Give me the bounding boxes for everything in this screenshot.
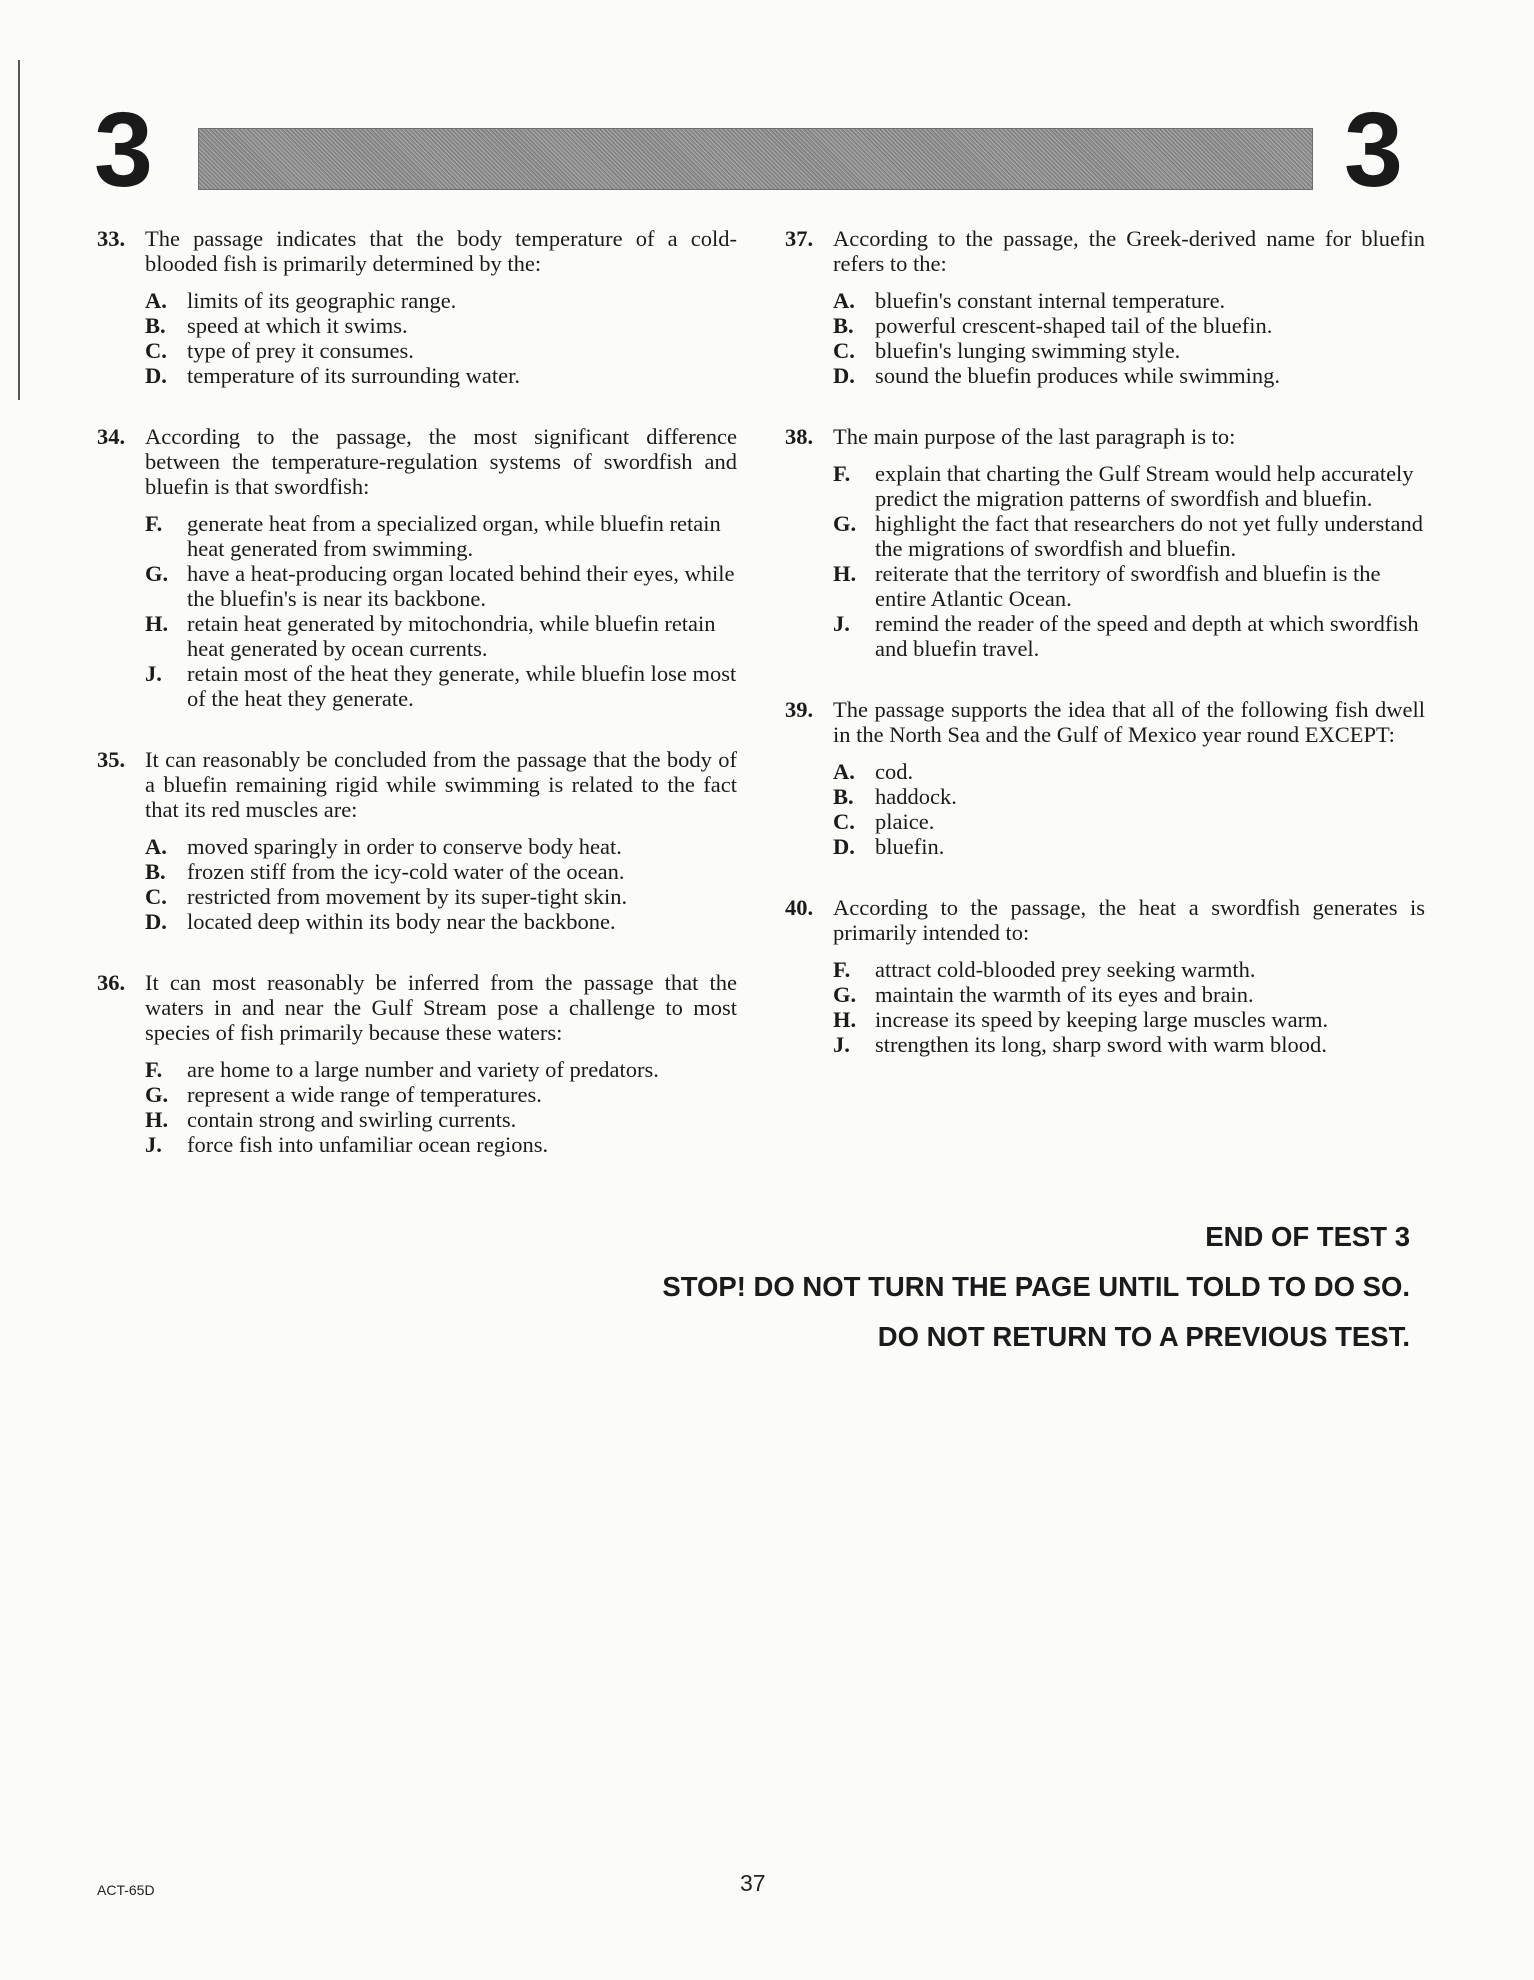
option-text: contain strong and swirling currents. — [187, 1107, 517, 1132]
question-40 — [785, 895, 1425, 1057]
option-letter: F. — [145, 1057, 163, 1082]
answer-option-j[interactable] — [145, 661, 737, 711]
option-text: generate heat from a specialized organ, while bluefin retain heat generated from swimming. — [187, 511, 721, 561]
answer-option-g[interactable] — [145, 561, 737, 611]
answer-option-h[interactable] — [833, 1007, 1425, 1032]
option-text: attract cold-blooded prey seeking warmth. — [875, 957, 1256, 982]
answer-option-h[interactable] — [145, 611, 737, 661]
answer-options — [833, 759, 1425, 859]
option-text: retain most of the heat they generate, while bluefin lose most of the heat they generate. — [187, 661, 737, 711]
answer-option-j[interactable] — [833, 611, 1425, 661]
question-number: 40. — [785, 895, 814, 920]
option-text: bluefin. — [875, 834, 945, 859]
section-number-left: 3 — [94, 91, 153, 209]
option-text: speed at which it swims. — [187, 313, 408, 338]
no-return-instruction: DO NOT RETURN TO A PREVIOUS TEST. — [877, 1321, 1410, 1352]
option-letter: J. — [833, 611, 850, 636]
answer-option-b[interactable] — [833, 313, 1425, 338]
answer-option-f[interactable] — [145, 511, 737, 561]
option-letter: A. — [833, 288, 855, 313]
answer-option-j[interactable] — [833, 1032, 1425, 1057]
option-letter: A. — [145, 288, 167, 313]
option-text: explain that charting the Gulf Stream would help accurately predict the migration patterns of swordfish and bluefin. — [875, 461, 1414, 511]
answer-option-j[interactable] — [145, 1132, 737, 1157]
option-text: located deep within its body near the backbone. — [187, 909, 616, 934]
option-text: bluefin's lunging swimming style. — [875, 338, 1181, 363]
option-letter: J. — [833, 1032, 850, 1057]
question-stem: It can most reasonably be inferred from the passage that the waters in and near the Gulf Stream pose a challenge to most species of fish primarily because these waters: — [145, 970, 737, 1045]
option-letter: H. — [833, 561, 857, 586]
answer-option-a[interactable] — [833, 288, 1425, 313]
question-stem: The main purpose of the last paragraph is to: — [833, 424, 1236, 449]
answer-option-f[interactable] — [833, 957, 1425, 982]
answer-option-d[interactable] — [833, 363, 1425, 388]
section-number-right: 3 — [1344, 91, 1403, 209]
option-text: plaice. — [875, 809, 935, 834]
binder-margin-line — [18, 60, 20, 400]
question-39 — [785, 697, 1425, 859]
option-text: retain heat generated by mitochondria, while bluefin retain heat generated by ocean currents. — [187, 611, 716, 661]
option-text: strengthen its long, sharp sword with warm blood. — [875, 1032, 1327, 1057]
option-text: represent a wide range of temperatures. — [187, 1082, 542, 1107]
question-stem: According to the passage, the heat a swordfish generates is primarily intended to: — [833, 895, 1425, 945]
answer-option-h[interactable] — [145, 1107, 737, 1132]
question-38 — [785, 424, 1425, 661]
option-letter: D. — [833, 363, 855, 388]
option-letter: F. — [833, 957, 851, 982]
option-letter: B. — [833, 313, 854, 338]
option-letter: H. — [833, 1007, 857, 1032]
option-letter: J. — [145, 1132, 162, 1157]
answer-option-d[interactable] — [833, 834, 1425, 859]
answer-option-b[interactable] — [833, 784, 1425, 809]
answer-option-f[interactable] — [833, 461, 1425, 511]
question-stem: It can reasonably be concluded from the passage that the body of a bluefin remaining rigid while swimming is related to the fact that its red muscles are: — [145, 747, 737, 822]
option-text: highlight the fact that researchers do not yet fully understand the migrations of swordfish and bluefin. — [875, 511, 1423, 561]
question-35 — [97, 747, 737, 934]
option-text: moved sparingly in order to conserve body heat. — [187, 834, 622, 859]
answer-option-b[interactable] — [145, 859, 737, 884]
option-text: cod. — [875, 759, 914, 784]
option-letter: G. — [145, 1082, 169, 1107]
option-letter: B. — [833, 784, 854, 809]
option-text: limits of its geographic range. — [187, 288, 457, 313]
option-letter: D. — [145, 363, 167, 388]
question-37 — [785, 226, 1425, 388]
end-of-test-notice — [662, 1212, 1410, 1362]
question-36 — [97, 970, 737, 1157]
stop-instruction: STOP! DO NOT TURN THE PAGE UNTIL TOLD TO DO SO. — [662, 1271, 1410, 1302]
option-text: reiterate that the territory of swordfish and bluefin is the entire Atlantic Ocean. — [875, 561, 1381, 611]
answer-option-b[interactable] — [145, 313, 737, 338]
question-number: 36. — [97, 970, 126, 995]
right-question-column — [785, 226, 1425, 1093]
end-of-test-heading: END OF TEST 3 — [1205, 1221, 1410, 1252]
question-number: 39. — [785, 697, 814, 722]
option-letter: C. — [145, 338, 167, 363]
option-text: bluefin's constant internal temperature. — [875, 288, 1226, 313]
option-text: haddock. — [875, 784, 957, 809]
option-text: powerful crescent-shaped tail of the bluefin. — [875, 313, 1273, 338]
answer-options — [833, 288, 1425, 388]
option-letter: G. — [145, 561, 169, 586]
form-code: ACT-65D — [97, 1882, 155, 1898]
option-letter: B. — [145, 859, 166, 884]
option-letter: C. — [833, 809, 855, 834]
answer-options — [833, 461, 1425, 661]
answer-option-d[interactable] — [145, 363, 737, 388]
answer-option-c[interactable] — [145, 338, 737, 363]
answer-option-f[interactable] — [145, 1057, 737, 1082]
question-number: 38. — [785, 424, 814, 449]
answer-options — [145, 511, 737, 711]
answer-options — [833, 957, 1425, 1057]
answer-option-a[interactable] — [145, 834, 737, 859]
answer-option-g[interactable] — [833, 511, 1425, 561]
option-text: restricted from movement by its super-tight skin. — [187, 884, 628, 909]
answer-option-c[interactable] — [833, 809, 1425, 834]
option-letter: H. — [145, 611, 169, 636]
option-letter: F. — [145, 511, 163, 536]
option-letter: C. — [145, 884, 167, 909]
question-stem: According to the passage, the Greek-derived name for bluefin refers to the: — [833, 226, 1425, 276]
option-letter: F. — [833, 461, 851, 486]
question-number: 33. — [97, 226, 126, 251]
option-text: remind the reader of the speed and depth at which swordfish and bluefin travel. — [875, 611, 1419, 661]
option-letter: B. — [145, 313, 166, 338]
answer-option-h[interactable] — [833, 561, 1425, 611]
option-letter: C. — [833, 338, 855, 363]
option-text: maintain the warmth of its eyes and brain. — [875, 982, 1254, 1007]
option-letter: D. — [145, 909, 167, 934]
question-number: 35. — [97, 747, 126, 772]
section-header-bar — [198, 128, 1313, 190]
option-text: sound the bluefin produces while swimming. — [875, 363, 1280, 388]
option-letter: J. — [145, 661, 162, 686]
option-letter: A. — [833, 759, 855, 784]
answer-option-a[interactable] — [833, 759, 1425, 784]
option-letter: H. — [145, 1107, 169, 1132]
answer-options — [145, 1057, 737, 1157]
question-stem: According to the passage, the most significant difference between the temperature-regulation systems of swordfish and bluefin is that swordfish: — [145, 424, 737, 499]
answer-option-a[interactable] — [145, 288, 737, 313]
question-stem: The passage supports the idea that all of the following fish dwell in the North Sea and the Gulf of Mexico year round EXCEPT: — [833, 697, 1425, 747]
left-question-column — [97, 226, 737, 1193]
option-letter: G. — [833, 982, 857, 1007]
question-34 — [97, 424, 737, 711]
option-text: have a heat-producing organ located behind their eyes, while the bluefin's is near its backbone. — [187, 561, 735, 611]
answer-options — [145, 834, 737, 934]
page-number: 37 — [740, 1870, 766, 1896]
option-letter: D. — [833, 834, 855, 859]
question-33 — [97, 226, 737, 388]
answer-option-d[interactable] — [145, 909, 737, 934]
option-letter: A. — [145, 834, 167, 859]
answer-option-c[interactable] — [833, 338, 1425, 363]
option-text: force fish into unfamiliar ocean regions. — [187, 1132, 549, 1157]
answer-option-g[interactable] — [145, 1082, 737, 1107]
option-text: temperature of its surrounding water. — [187, 363, 521, 388]
option-text: frozen stiff from the icy-cold water of the ocean. — [187, 859, 625, 884]
question-number: 37. — [785, 226, 814, 251]
option-letter: G. — [833, 511, 857, 536]
option-text: are home to a large number and variety of predators. — [187, 1057, 659, 1082]
answer-option-c[interactable] — [145, 884, 737, 909]
question-stem: The passage indicates that the body temperature of a cold-blooded fish is primarily determined by the: — [145, 226, 737, 276]
option-text: increase its speed by keeping large muscles warm. — [875, 1007, 1329, 1032]
question-number: 34. — [97, 424, 126, 449]
option-text: type of prey it consumes. — [187, 338, 414, 363]
answer-options — [145, 288, 737, 388]
answer-option-g[interactable] — [833, 982, 1425, 1007]
